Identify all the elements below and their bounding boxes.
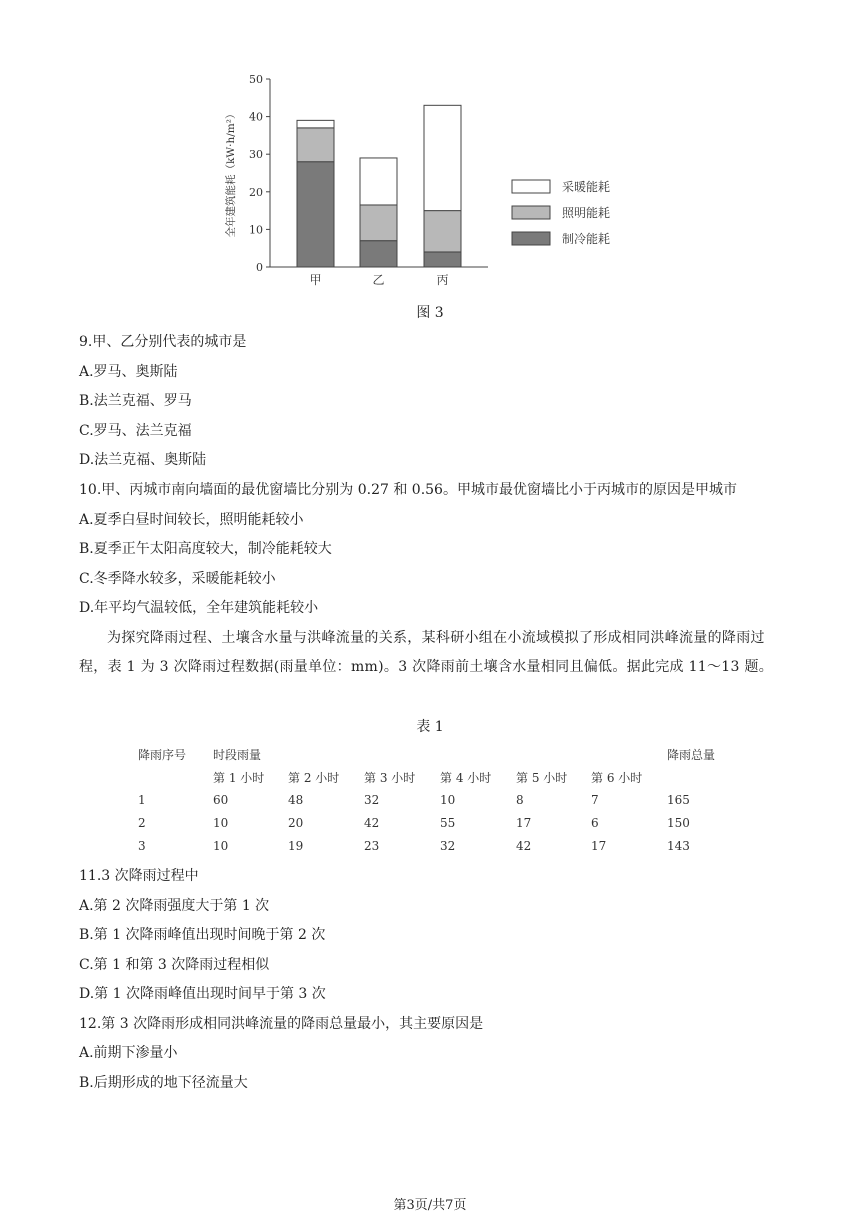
table-cell-value: 48 xyxy=(288,793,304,807)
legend-swatch xyxy=(512,180,550,193)
table-header-period: 时段雨量 xyxy=(213,748,262,762)
y-tick-label: 50 xyxy=(249,73,263,86)
table-cell-value: 60 xyxy=(213,793,229,807)
table-hour-header: 第 1 小时 xyxy=(213,771,265,785)
table-cell-value: 20 xyxy=(288,816,304,830)
q12-stem: 12.第 3 次降雨形成相同洪峰流量的降雨总量最小，其主要原因是 xyxy=(79,1016,484,1032)
bar-segment xyxy=(297,120,334,128)
page-footer: 第3页/共7页 xyxy=(393,1198,467,1213)
legend-label: 采暖能耗 xyxy=(562,180,611,194)
stacked-bar-chart xyxy=(220,66,640,296)
table-cell-value: 7 xyxy=(591,793,599,807)
table-hour-header: 第 5 小时 xyxy=(516,771,568,785)
table-cell-value: 8 xyxy=(516,793,524,807)
q9-option-a: A.罗马、奥斯陆 xyxy=(79,364,178,380)
q9-option-b: B.法兰克福、罗马 xyxy=(79,393,192,409)
figure-caption: 图 3 xyxy=(416,305,444,321)
table-cell-value: 10 xyxy=(213,839,229,853)
table-hour-header: 第 3 小时 xyxy=(364,771,416,785)
table-cell-value: 32 xyxy=(440,839,456,853)
bar-segment xyxy=(360,241,397,267)
q12-option-a: A.前期下渗量小 xyxy=(79,1045,178,1061)
table-cell-value: 19 xyxy=(288,839,304,853)
table-title: 表 1 xyxy=(416,719,444,735)
table-header-total: 降雨总量 xyxy=(667,748,716,762)
table-cell-value: 23 xyxy=(364,839,380,853)
table-header-seq: 降雨序号 xyxy=(138,748,187,762)
table-hour-header: 第 6 小时 xyxy=(591,771,643,785)
q11-stem: 11.3 次降雨过程中 xyxy=(79,868,199,884)
bar-segment xyxy=(424,211,461,252)
q11-option-b: B.第 1 次降雨峰值出现时间晚于第 2 次 xyxy=(79,927,326,943)
bar-segment xyxy=(424,252,461,267)
table-cell-seq: 1 xyxy=(138,793,146,807)
q11-option-d: D.第 1 次降雨峰值出现时间早于第 3 次 xyxy=(79,986,326,1002)
table-cell-value: 10 xyxy=(213,816,229,830)
figure-3-chart xyxy=(220,66,640,296)
y-tick-label: 0 xyxy=(256,261,263,274)
table-cell-value: 42 xyxy=(364,816,380,830)
intro-paragraph: 为探究降雨过程、土壤含水量与洪峰流量的关系，某科研小组在小流域模拟了形成相同洪峰流量的降雨过程，表 1 为 3 次降雨过程数据(雨量单位：mm)。3 次降雨前土壤含水量相同且偏低。据此完成 11～13 题。 xyxy=(79,630,774,675)
bar-segment xyxy=(297,128,334,162)
table-cell-total: 165 xyxy=(667,793,690,807)
q10-option-b: B.夏季正午太阳高度较大，制冷能耗较大 xyxy=(79,541,332,557)
table-cell-value: 6 xyxy=(591,816,599,830)
x-tick-label: 甲 xyxy=(309,273,322,287)
y-tick-label: 10 xyxy=(249,223,263,237)
table-cell-value: 17 xyxy=(591,839,607,853)
bar-segment xyxy=(360,205,397,241)
table-cell-value: 32 xyxy=(364,793,380,807)
q11-option-c: C.第 1 和第 3 次降雨过程相似 xyxy=(79,957,270,973)
q11-option-a: A.第 2 次降雨强度大于第 1 次 xyxy=(79,898,270,914)
table-cell-value: 42 xyxy=(516,839,532,853)
q12-option-b: B.后期形成的地下径流量大 xyxy=(79,1075,248,1091)
q9-option-d: D.法兰克福、奥斯陆 xyxy=(79,452,207,468)
y-tick-label: 30 xyxy=(249,148,263,162)
table-cell-seq: 3 xyxy=(138,839,146,853)
q9-option-c: C.罗马、法兰克福 xyxy=(79,423,192,439)
x-tick-label: 乙 xyxy=(372,273,385,287)
bar-segment xyxy=(297,162,334,267)
q10-stem: 10.甲、丙城市南向墙面的最优窗墙比分别为 0.27 和 0.56。甲城市最优窗墙比小于丙城市的原因是甲城市 xyxy=(79,482,737,498)
q10-option-c: C.冬季降水较多，采暖能耗较小 xyxy=(79,571,276,587)
y-tick-label: 20 xyxy=(249,185,263,199)
bar-segment xyxy=(360,158,397,205)
table-cell-value: 10 xyxy=(440,793,456,807)
q9-stem: 9.甲、乙分别代表的城市是 xyxy=(79,334,247,350)
q10-option-d: D.年平均气温较低，全年建筑能耗较小 xyxy=(79,600,319,616)
table-hour-header: 第 2 小时 xyxy=(288,771,340,785)
table-cell-total: 150 xyxy=(667,816,690,830)
q10-option-a: A.夏季白昼时间较长，照明能耗较小 xyxy=(79,512,304,528)
table-cell-value: 55 xyxy=(440,816,456,830)
legend-label: 照明能耗 xyxy=(562,206,611,220)
legend-swatch xyxy=(512,206,550,219)
legend-swatch xyxy=(512,232,550,245)
table-cell-total: 143 xyxy=(667,839,690,853)
x-tick-label: 丙 xyxy=(436,273,449,287)
y-axis-label: 全年建筑能耗（kW·h/m²） xyxy=(225,108,237,238)
table-cell-seq: 2 xyxy=(138,816,146,830)
y-tick-label: 40 xyxy=(249,110,263,124)
table-hour-header: 第 4 小时 xyxy=(440,771,492,785)
table-cell-value: 17 xyxy=(516,816,532,830)
bar-segment xyxy=(424,105,461,210)
legend-label: 制冷能耗 xyxy=(562,232,611,246)
